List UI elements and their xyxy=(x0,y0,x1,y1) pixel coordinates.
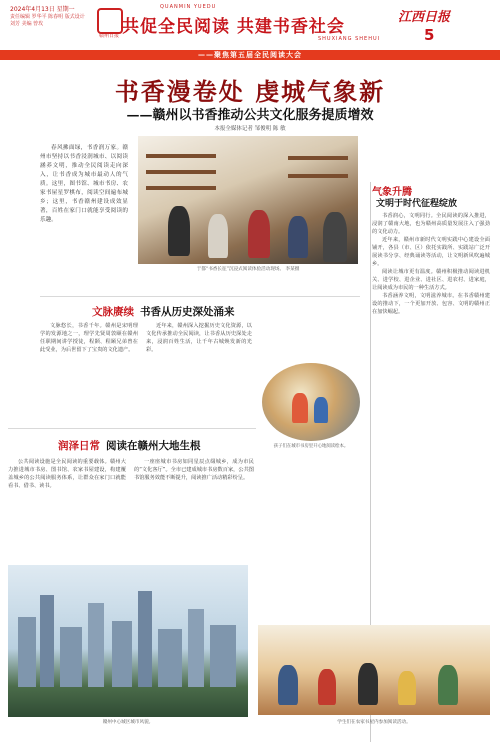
section-2-col-1 xyxy=(8,458,126,558)
main-photo xyxy=(138,136,358,264)
section-1-paragraph-2: 近年来，赣州深入挖掘历史文化资源，以文化传承推动全民阅读，让书香从历史深处走来，浸润百姓生活，让千年古城焕发新的光彩。 xyxy=(146,323,252,353)
editor-credits: 责任编辑 罗华平 陈春明 版式设计 刘芳 美编 曾玫 xyxy=(10,14,85,27)
city-skyline-caption: 赣州中心城区城市风貌。 xyxy=(102,720,154,725)
section-3-paragraph-1: 书香润心，文明同行。全民阅读的深入推进，浸润了赣南大地，也为赣州高质量发展注入了强劲的文化动力。 xyxy=(372,213,490,235)
students-reading-caption: 学生们在农家书屋内参加阅读活动。 xyxy=(337,720,411,725)
issue-date: 2024年4月13日 星期一 xyxy=(10,6,75,13)
section-1-title-black: 书香从历史深处涌来 xyxy=(140,306,235,318)
section-3-paragraph-3: 阅读让城市更有温度。赣州积极推动阅读进机关、进学校、进企业、进社区、进农村、进家庭，让阅读成为市民的一种生活方式。 xyxy=(372,269,490,291)
article-headline: 书香漫卷处 虔城气象新 xyxy=(114,77,386,106)
lead-paragraph: 春风拂面绿，书香润万家。赣州市坚持以书香浸润城市、以阅读涵养文明，推动全民阅读走向深入，让书香成为城市最动人的气质。这里，图书馆、城市书房、农家书屋星罗棋布，阅读空间遍布城乡；这里，书香赣州建设成效显著，百姓在家门口就能享受阅读的乐趣。 xyxy=(40,144,128,223)
section-1-title-red: 文脉赓续 xyxy=(92,306,134,318)
divider xyxy=(8,428,256,429)
section-2-paragraph-2: 一座座城市书房如同星辰点缀城乡，成为市民的“文化客厅”。全市已建成城市书房数百家，公共图书馆服务效能不断提升，阅读推广活动精彩纷呈。 xyxy=(134,459,254,481)
reading-children-photo xyxy=(262,363,360,441)
page-number: 5 xyxy=(424,26,435,44)
section-2-col-3 xyxy=(262,452,362,618)
slogan-pinyin-left: QUANMIN YUEDU xyxy=(160,4,217,10)
paper-name: 江西日报 xyxy=(398,10,451,25)
reading-children-caption: 孩子们在城市书房里开心地阅读绘本。 xyxy=(273,444,349,449)
section-1-title xyxy=(92,304,235,319)
section-3-title-black: 文明于时代征程绽放 xyxy=(376,199,458,209)
section-3-body xyxy=(372,212,490,572)
section-2-title-black: 阅读在赣州大地生根 xyxy=(106,440,201,452)
section-3-title-red: 气象升腾 xyxy=(372,187,412,198)
section-3-paragraph-2: 近年来，赣州市新时代文明实践中心建设全面铺开，各县（市、区）依托实践所、实践站广泛开展读书分享、经典诵读等活动，让文明新风吹遍城乡。 xyxy=(372,237,490,267)
section-2-col-2 xyxy=(134,458,254,558)
page-slogan: 共促全民阅读 共建书香社会 xyxy=(122,17,345,37)
article-byline: 本报全媒体记者 邹俊明 陈 敏 xyxy=(214,126,286,132)
logo-label: 赣州日报 xyxy=(98,33,119,39)
newspaper-logo-icon xyxy=(97,8,123,34)
section-2-title-red: 润泽日常 xyxy=(58,440,100,452)
slogan-pinyin-right: SHUXIANG SHEHUI xyxy=(318,36,381,42)
main-photo-caption: 于都“书香长征”沉浸式阅读体验活动现场。 李某摄 xyxy=(196,267,300,272)
section-3-paragraph-4: 书香涵养文明，文明滋养城市。在书香赣州建设的推动下，一个更加开放、包容、文明的赣州正在加快崛起。 xyxy=(372,293,490,315)
city-skyline-photo xyxy=(8,565,248,717)
students-reading-photo xyxy=(258,625,490,715)
section-2-title xyxy=(58,438,201,453)
section-1-paragraph-1: 文脉悠长，书香千年。赣州是宋明理学的发源地之一，理学先贤周敦颐在赣州任职期间讲学授徒，程颢、程颐兄弟曾在此受业，为后世留下了宝贵的文化遗产。 xyxy=(40,323,138,353)
section-1-col-2 xyxy=(146,322,252,418)
article-lead xyxy=(40,138,128,290)
divider xyxy=(40,296,360,297)
section-1-col-1 xyxy=(40,322,138,418)
article-subheadline: ——赣州以书香推动公共文化服务提质增效 xyxy=(126,108,374,123)
topic-banner-text: ——聚焦第五届全民阅读大会 xyxy=(198,51,302,59)
section-2-paragraph-1: 公共阅读设施是全民阅读的重要载体。赣州大力推进城市书房、图书馆、农家书屋建设，构建覆盖城乡的公共阅读服务体系，让群众在家门口就能看书、借书、读书。 xyxy=(8,459,126,489)
